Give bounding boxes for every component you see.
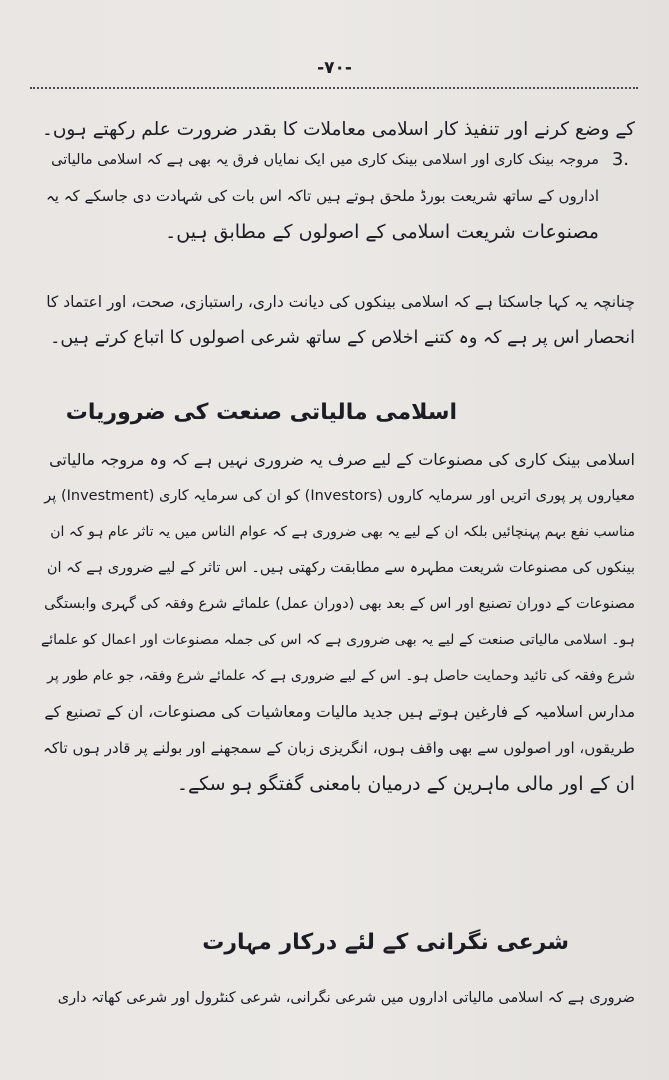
paragraph-line: مناسب نفع بہم پہنچائیں بلکہ ان کے لیے یہ بھی ضروری ہے کہ عوام الناس میں یہ تاثر عام ہو کہ ان <box>50 524 635 540</box>
section-heading-requirements: اسلامی مالیاتی صنعت کی ضروریات <box>65 400 457 425</box>
paragraph-line: ضروری ہے کہ اسلامی مالیاتی اداروں میں شرعی نگرانی، شرعی کنٹرول اور شرعی کھاتہ داری <box>57 990 635 1006</box>
list-item-line: اداروں کے ساتھ شریعت بورڈ ملحق ہوتے ہیں تاکہ اس بات کی شہادت دی جاسکے کہ یہ <box>46 187 599 205</box>
paragraph-line: انحصار اس پر ہے کہ وہ کتنے اخلاص کے ساتھ شرعی اصولوں کا اتباع کرتے ہیں۔ <box>50 328 635 348</box>
paragraph-line: مدارس اسلامیہ کے فارغین ہوتے ہیں جدید مالیات ومعاشیات کی مصنوعات، ان کے تصنیع کے <box>44 703 635 721</box>
list-item-line: مصنوعات شریعت اسلامی کے اصولوں کے مطابق ہیں۔ <box>165 221 599 243</box>
list-item-line: مروجہ بینک کاری اور اسلامی بینک کاری میں ایک نمایاں فرق یہ بھی ہے کہ اسلامی مالیاتی <box>51 152 599 168</box>
paragraph-line: ان کے اور مالی ماہرین کے درمیان بامعنی گفتگو ہو سکے۔ <box>176 773 635 795</box>
page-number: -۷۰- <box>317 58 352 78</box>
paragraph-line: طریقوں، اور اصولوں سے بھی واقف ہوں، انگریزی زبان کے سمجھنے اور بولنے پر قادر ہوں تاکہ <box>43 739 635 757</box>
header-dotted-rule <box>30 87 638 89</box>
paragraph-line: معیاروں پر پوری اتریں اور سرمایہ کاروں (Investors) کو ان کی سرمایہ کاری (Investment) پر <box>44 488 635 504</box>
paragraph-line: مصنوعات کے دوران تصنیع اور اس کے بعد بھی (دوران عمل) علمائے شرع وفقہ کی گہری وابستگی <box>44 596 635 612</box>
paragraph-line: اسلامی بینک کاری کی مصنوعات کے لیے صرف یہ ضروری نہیں ہے کہ وہ مروجہ مالیاتی <box>49 450 635 469</box>
paragraph-line: کے وضع کرنے اور تنفیذ کار اسلامی معاملات کا بقدر ضرورت علم رکھتے ہوں۔ <box>42 119 635 140</box>
paragraph-line: شرع وفقہ کی تائید وحمایت حاصل ہو۔ اس کے لیے ضروری ہے کہ علمائے شرع وفقہ، جو عام طور پر <box>47 668 635 684</box>
section-heading-skills: شرعی نگرانی کے لئے درکار مہارت <box>202 930 569 955</box>
paragraph-line: ہو۔ اسلامی مالیاتی صنعت کے لیے یہ بھی ضروری ہے کہ اس کی جملہ مصنوعات اور اعمال کو علمائے <box>41 632 635 648</box>
paragraph-line: بینکوں کی مصنوعات شریعت مطہرہ سے مطابقت رکھتی ہیں۔ اس تاثر کے لیے ضروری ہے کہ ان <box>46 560 635 576</box>
list-item-number: 3. <box>611 149 629 170</box>
paragraph-line: چنانچہ یہ کہا جاسکتا ہے کہ اسلامی بینکوں کی دیانت داری، راستبازی، صحت، اور اعتماد کا <box>46 293 635 311</box>
